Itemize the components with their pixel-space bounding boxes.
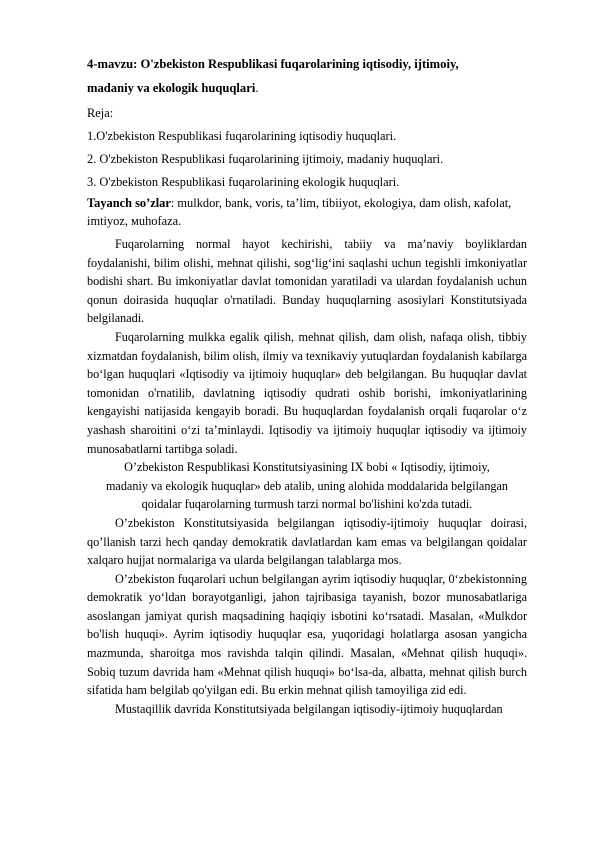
plan-item-2: 2. O'zbekiston Respublikasi fuqarolarining ijtimoiy, madaniy huquqlari. bbox=[87, 152, 444, 166]
topic-title-period: . bbox=[255, 81, 259, 95]
centered-line-2: madaniy va ekologik huquqlar» deb atalib, uning alohida moddalarida belgilangan bbox=[105, 478, 509, 493]
plan-item-3: 3. O'zbekiston Respublikasi fuqarolarining ekologik huquqlari. bbox=[87, 175, 400, 189]
paragraph-5: Mustaqillik davrida Konstitutsiyada belgilangan iqtisodiy-ijtimoiy huquqlardan bbox=[115, 701, 503, 716]
paragraph-3: O’zbekiston Konstitutsiyasida belgilangan iqtisodiy-ijtimoiy huquqlar doirasi, qo’llanish tarzi hech qanday demokratik davlatlardan kam emas va belgilangan qoidalar xalqaro hujjat normalariga va ularda belgilangan talablarga mos. bbox=[87, 515, 527, 568]
document-page bbox=[87, 52, 527, 718]
plan-label: Reja: bbox=[87, 106, 114, 120]
centered-line-1: O’zbekiston Respublikasi Konstitutsiyasining IX bobi « Iqtisodiy, ijtimoiy, bbox=[124, 460, 490, 475]
keywords bbox=[87, 194, 527, 230]
paragraph-1: Fuqarolarning normal hayot kechirishi, tabiiy va ma’naviy boyliklardan foydalanishi, bilim olishi, mehnat qilishi, sog‘lig‘ini saqlashi uchun tegishli imkoniyatlar bodishi shart. Bu imkoniyatlar davlat tomonidan yaratiladi va ulardan foydalanish uchun qonun doirasida huquqlar o'rnatiladi. Bunday huquqlarning asosiylari Konstitutsiyada belgilanadi. bbox=[87, 237, 527, 326]
topic-title-line-1: 4-mavzu: O'zbekiston Respublikasi fuqarolarining iqtisodiy, ijtimoiy, bbox=[87, 57, 459, 71]
centered-line-3: qoidalar fuqarolarning turmush tarzi normal bo'lishini ko'zda tutadi. bbox=[141, 497, 473, 512]
keywords-text: : mulkdor, bank, voris, ta’lim, tibiiyot, ekologiya, dam olish, кafolat, imtiyoz, мuhofaza. bbox=[87, 196, 512, 228]
plan-item-1: 1.O'zbekiston Respublikasi fuqarolarining iqtisodiy huquqlari. bbox=[87, 129, 397, 143]
paragraph-2: Fuqarolarning mulkka egalik qilish, mehnat qilish, dam olish, nafaqa olish, tibbiy xizmatdan foydalanish, bilim olish, ilmiy va texnikaviy yutuqlardan foydalanish kabilarga bo‘lgan huquqlari «Iqtisodiy va ijtimoiy huquqlar» deb belgilangan. Bu huquqlar davlat tomonidan o'rnatilib, davlatning iqtisodiy qudrati oshib borishi, imkoniyatlarining kengayishi natijasida kengayib boradi. Bu huquqlardan foydalanish orqali fuqarolar o‘z yashash sharoitini o‘zi ta’minlaydi. Iqtisodiy va ijtimoiy huquqlar iqtisodiy va ijtimoiy munosabatlarni tartibga soladi. bbox=[87, 329, 527, 456]
topic-title-line-2 bbox=[87, 76, 527, 100]
topic-title-bold-part: madaniy va ekologik huquqlari bbox=[87, 81, 256, 95]
keywords-label: Tayanch so’zlar bbox=[87, 196, 171, 210]
paragraph-4: O’zbekiston fuqarolari uchun belgilangan ayrim iqtisodiy huquqlar, 0‘zbekistonning demokratik yo‘ldan borayotganligi, jahon tajribasiga tayanish, bozor munosabatlariga asoslangan jamiyat qurish maqsadining haqiqiy isbotini ko‘rsatadi. Masalan, «Mulkdor bo'lish huquqi». Ayrim iqtisodiy huquqlar esa, yuqoridagi holatlarga asosan yangicha mazmunda, sharoitga mos ravishda talqin qilindi. Masalan, «Mehnat qilish huquqi». Sobiq tuzum davrida ham «Mehnat qilish huquqi» bo‘lsa-da, albatta, mehnat qilish burch sifatida ham belgilab qo'yilgan edi. Bu erkin mehnat qilish tamoyiliga zid edi. bbox=[87, 571, 527, 698]
